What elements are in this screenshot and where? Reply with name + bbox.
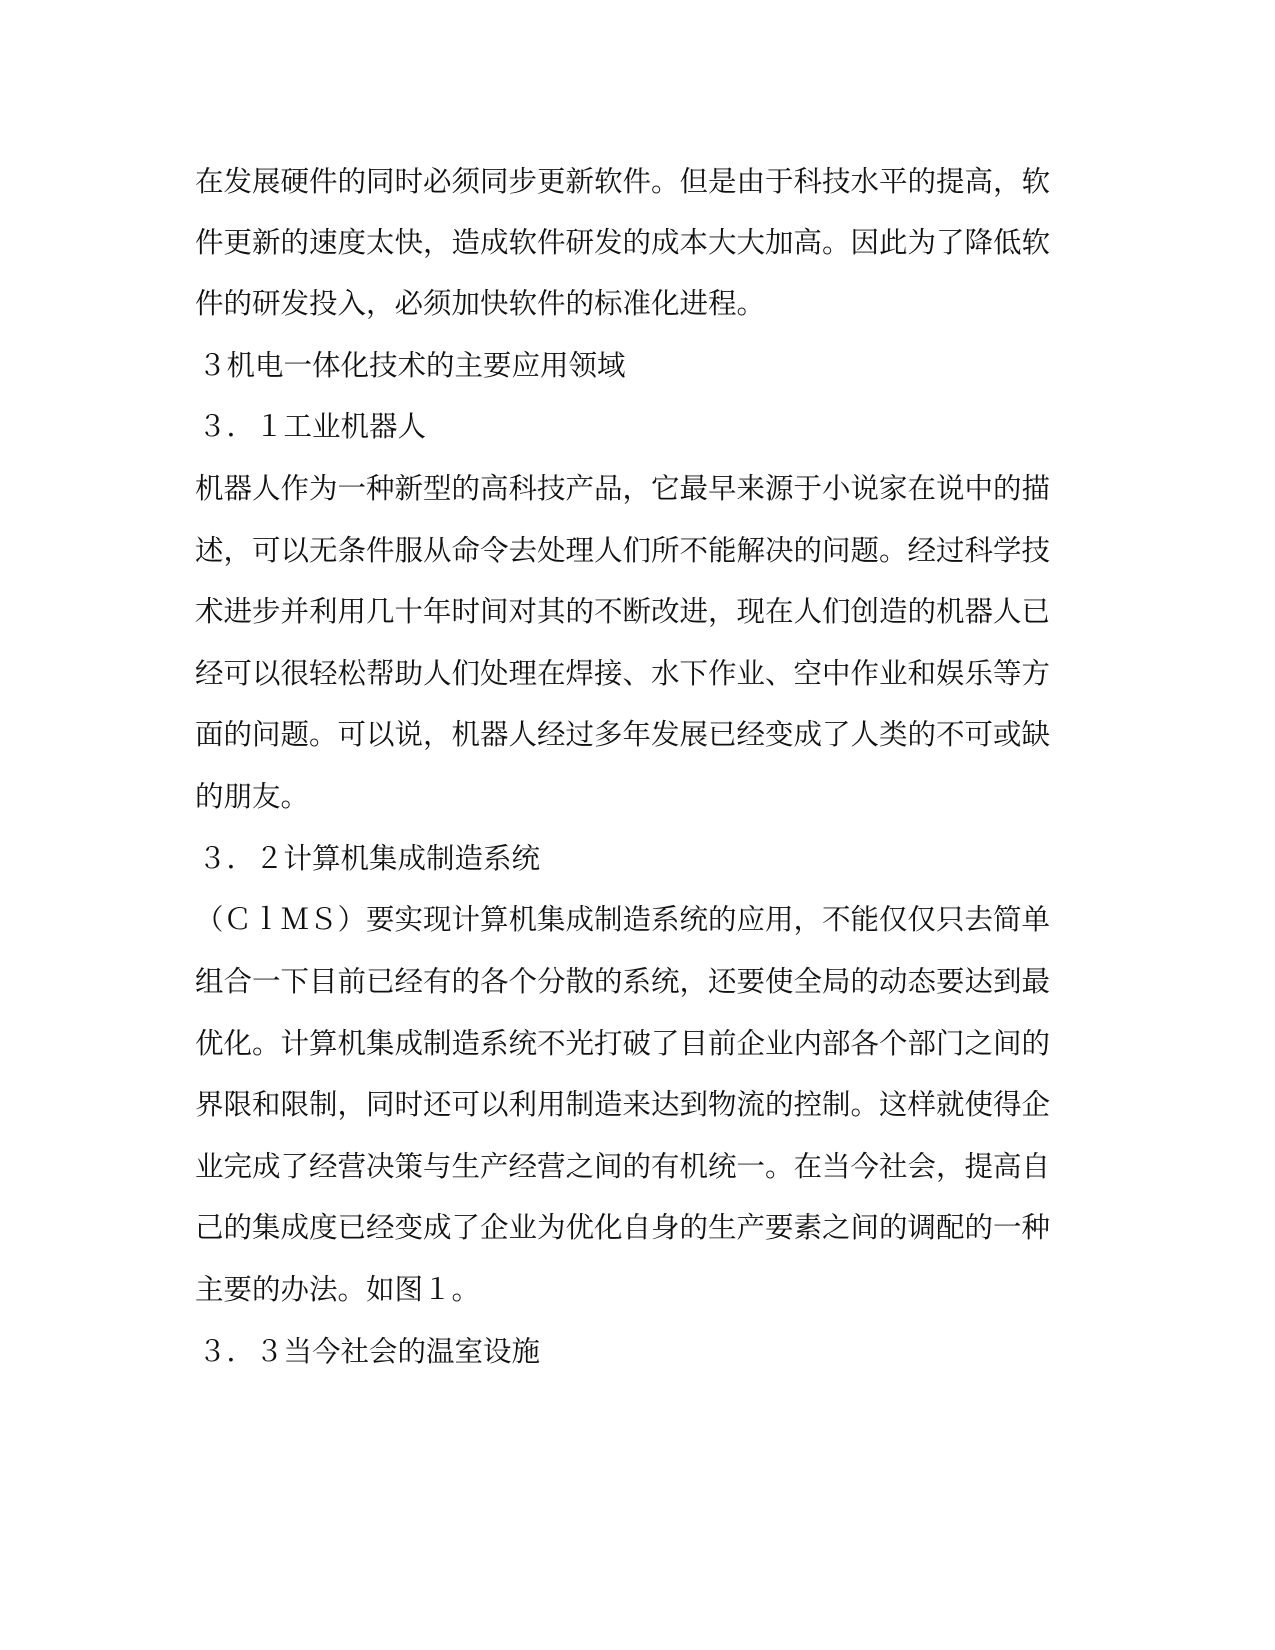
body-text-line: 件更新的速度太快，造成软件研发的成本大大加高。因此为了降低软 [195, 226, 1051, 259]
body-text-line: 业完成了经营决策与生产经营之间的有机统一。在当今社会，提高自 [195, 1150, 1051, 1183]
body-text-line: 机器人作为一种新型的高科技产品，它最早来源于小说家在说中的描 [195, 472, 1051, 505]
body-text-line: 的朋友。 [195, 780, 310, 813]
body-text-line: 主要的办法。如图１。 [195, 1273, 481, 1306]
body-text-line: 组合一下目前已经有的各个分散的系统，还要使全局的动态要达到最 [195, 965, 1051, 998]
body-text-line: （ＣｌＭＳ）要实现计算机集成制造系统的应用，不能仅仅只去简单 [195, 903, 1051, 936]
subsection-heading: ３．２计算机集成制造系统 [198, 842, 541, 875]
body-text-line: 术进步并利用几十年时间对其的不断改进，现在人们创造的机器人已 [195, 595, 1051, 628]
body-text-line: 面的问题。可以说，机器人经过多年发展已经变成了人类的不可或缺 [195, 718, 1051, 751]
body-text-line: 优化。计算机集成制造系统不光打破了目前企业内部各个部门之间的 [195, 1027, 1051, 1060]
body-text-line: 经可以很轻松帮助人们处理在焊接、水下作业、空中作业和娱乐等方 [195, 657, 1051, 690]
subsection-heading: ３．３当今社会的温室设施 [198, 1335, 541, 1368]
body-text-line: 己的集成度已经变成了企业为优化自身的生产要素之间的调配的一种 [195, 1211, 1051, 1244]
body-text-line: 述，可以无条件服从命令去处理人们所不能解决的问题。经过科学技 [195, 534, 1051, 567]
body-text-line: 界限和限制，同时还可以利用制造来达到物流的控制。这样就使得企 [195, 1088, 1051, 1121]
body-text-line: 在发展硬件的同时必须同步更新软件。但是由于科技水平的提高，软 [195, 165, 1051, 198]
section-heading: ３机电一体化技术的主要应用领域 [198, 349, 626, 382]
subsection-heading: ３．１工业机器人 [198, 410, 427, 443]
body-text-line: 件的研发投入，必须加快软件的标准化进程。 [195, 287, 766, 320]
